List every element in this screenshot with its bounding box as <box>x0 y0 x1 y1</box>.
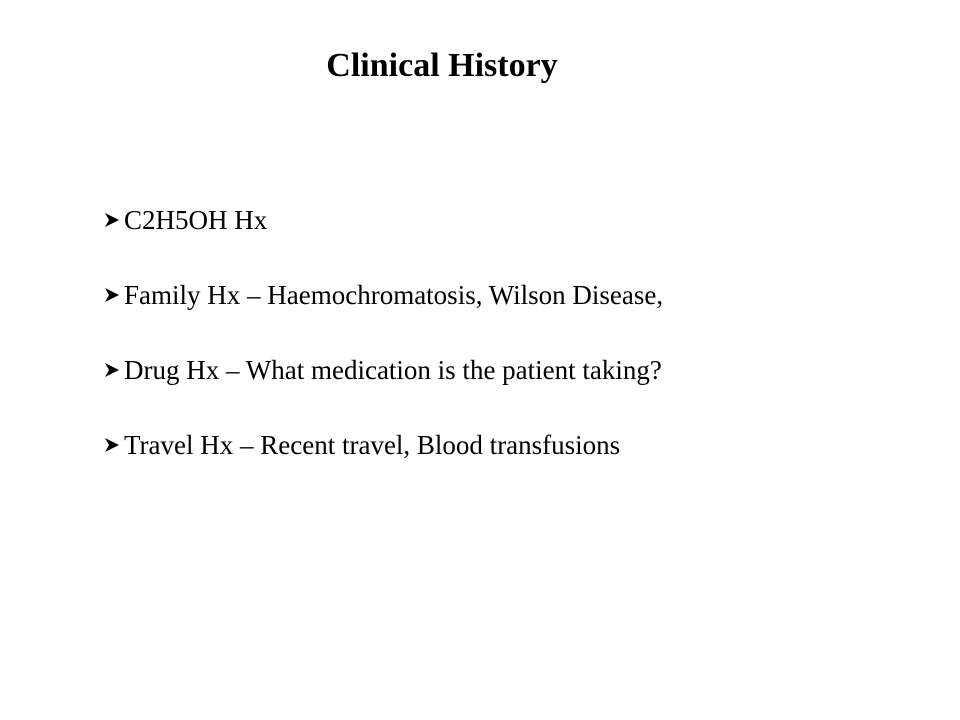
bullet-text: C2H5OH Hx <box>124 205 268 235</box>
arrow-bullet-icon <box>103 361 121 379</box>
list-item <box>103 425 923 465</box>
list-item <box>103 275 923 315</box>
arrow-bullet-icon <box>103 211 121 229</box>
arrow-bullet-icon <box>103 436 121 454</box>
list-item <box>103 200 923 240</box>
list-item <box>103 350 923 390</box>
bullet-text: Drug Hx – What medication is the patient taking? <box>124 355 662 385</box>
bullet-text: Travel Hx – Recent travel, Blood transfusions <box>124 430 621 460</box>
bullet-text: Family Hx – Haemochromatosis, Wilson Disease, <box>124 280 664 310</box>
slide-title: Clinical History <box>326 47 558 84</box>
arrow-bullet-icon <box>103 286 121 304</box>
bullet-list <box>103 200 923 500</box>
